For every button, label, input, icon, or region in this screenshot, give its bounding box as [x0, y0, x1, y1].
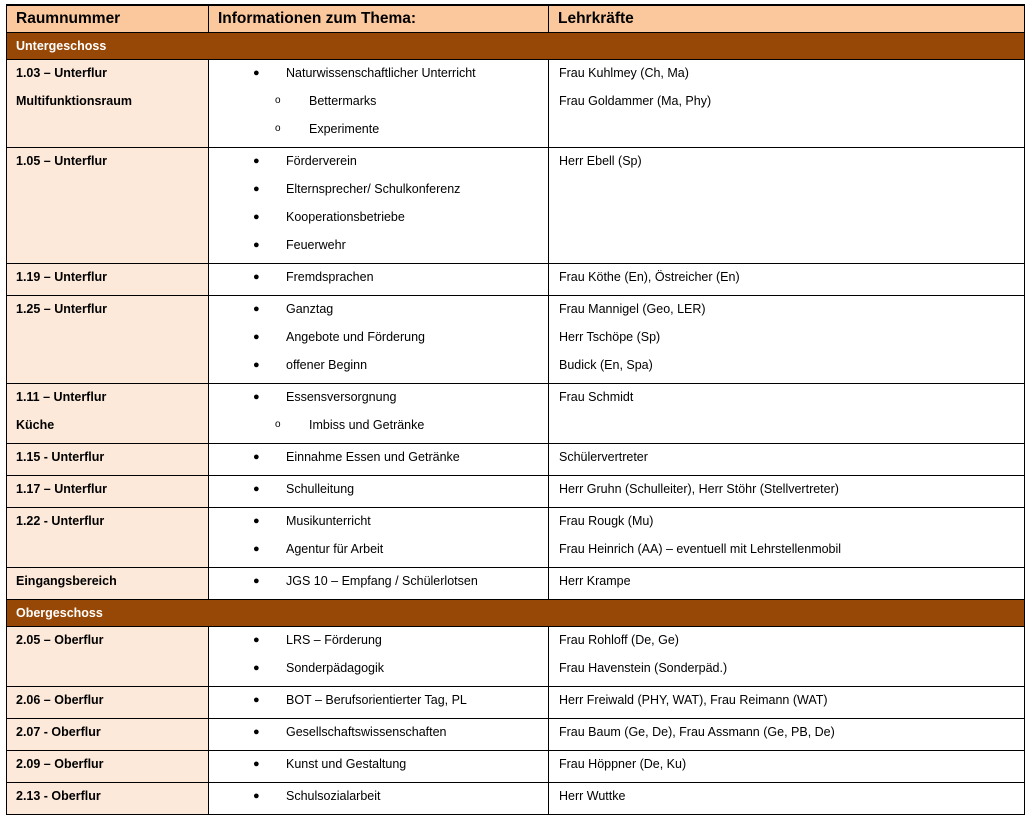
room-label: 1.11 – Unterflur [16, 390, 107, 404]
room-cell [7, 296, 209, 384]
bullet-icon: ● [253, 662, 260, 674]
room-cell [7, 384, 209, 444]
table-row [7, 60, 1025, 148]
topic-item [209, 571, 548, 599]
topic-text: Musikunterricht [286, 514, 371, 528]
topic-text: Kooperationsbetriebe [286, 210, 405, 224]
bullet-icon: ● [253, 758, 260, 770]
topic-item [209, 179, 548, 207]
teachers-cell [549, 751, 1025, 783]
header-informationen: Informationen zum Thema: [209, 5, 549, 33]
room-cell [7, 783, 209, 815]
topic-text: Schulsozialarbeit [286, 789, 381, 803]
bullet-icon: ● [253, 303, 260, 315]
info-table [6, 4, 1025, 815]
bullet-icon: ● [253, 211, 260, 223]
teachers-cell [549, 264, 1025, 296]
table-row [7, 384, 1025, 444]
room-label: 2.13 - Oberflur [16, 789, 101, 803]
topic-item [209, 151, 548, 179]
topic-text: Feuerwehr [286, 238, 346, 252]
topic-text: Förderverein [286, 154, 357, 168]
teachers-cell [549, 384, 1025, 444]
topic-item [209, 235, 548, 263]
bullet-icon: ● [253, 451, 260, 463]
topics-cell [209, 264, 549, 296]
table-row [7, 508, 1025, 568]
table-row [7, 751, 1025, 783]
teacher-entry: Herr Gruhn (Schulleiter), Herr Stöhr (Stellvertreter) [559, 482, 839, 496]
teacher-entry: Frau Schmidt [559, 390, 634, 404]
teacher-entry: Frau Rohloff (De, Ge) [559, 633, 679, 647]
header-row [7, 5, 1025, 33]
topics-cell [209, 296, 549, 384]
topic-text: Sonderpädagogik [286, 661, 384, 675]
bullet-icon: ● [253, 694, 260, 706]
bullet-icon: ● [253, 183, 260, 195]
teachers-cell [549, 719, 1025, 751]
teacher-entry: Frau Köthe (En), Östreicher (En) [559, 270, 740, 284]
teacher-entry: Herr Tschöpe (Sp) [559, 330, 661, 344]
topic-item [209, 630, 548, 658]
topic-item [209, 479, 548, 507]
topic-item [209, 658, 548, 686]
topics-cell [209, 508, 549, 568]
teacher-entry: Budick (En, Spa) [559, 358, 653, 372]
room-cell [7, 148, 209, 264]
section-row-untergeschoss [7, 33, 1025, 60]
subtopic-text: Bettermarks [309, 94, 377, 108]
header-raumnummer: Raumnummer [7, 5, 209, 33]
table-row [7, 264, 1025, 296]
topic-text: BOT – Berufsorientierter Tag, PL [286, 693, 467, 707]
table-row [7, 568, 1025, 600]
topics-cell [209, 568, 549, 600]
teacher-entry: Frau Baum (Ge, De), Frau Assmann (Ge, PB, De) [559, 725, 835, 739]
topic-text: LRS – Förderung [286, 633, 382, 647]
teachers-cell [549, 687, 1025, 719]
teacher-entry: Frau Höppner (De, Ku) [559, 757, 687, 771]
table-row [7, 627, 1025, 687]
bullet-icon: ● [253, 359, 260, 371]
teacher-entry: Frau Mannigel (Geo, LER) [559, 302, 706, 316]
bullet-icon: ● [253, 726, 260, 738]
bullet-icon: ● [253, 483, 260, 495]
teacher-entry: Schülervertreter [559, 450, 648, 464]
room-cell [7, 444, 209, 476]
topic-item [209, 327, 548, 355]
topic-item [209, 786, 548, 814]
room-label: 1.05 – Unterflur [16, 154, 108, 168]
section-row-obergeschoss [7, 600, 1025, 627]
room-cell [7, 627, 209, 687]
topic-text: Naturwissenschaftlicher Unterricht [286, 66, 476, 80]
topics-cell [209, 687, 549, 719]
subtopic-item [209, 91, 548, 119]
topics-cell [209, 444, 549, 476]
room-label: 1.25 – Unterflur [16, 302, 108, 316]
topic-text: Elternsprecher/ Schulkonferenz [286, 182, 461, 196]
room-label: Küche [16, 418, 55, 432]
room-label: 2.05 – Oberflur [16, 633, 104, 647]
teacher-entry: Herr Wuttke [559, 789, 626, 803]
topics-cell [209, 719, 549, 751]
topic-text: offener Beginn [286, 358, 368, 372]
bullet-icon: ● [253, 239, 260, 251]
bullet-icon: ● [253, 67, 260, 79]
room-label: 1.19 – Unterflur [16, 270, 108, 284]
room-label: 2.07 - Oberflur [16, 725, 101, 739]
teachers-cell [549, 783, 1025, 815]
bullet-icon: ● [253, 155, 260, 167]
table-row [7, 783, 1025, 815]
topic-item [209, 754, 548, 782]
header-lehrkraefte: Lehrkräfte [549, 5, 1025, 33]
teachers-cell [549, 444, 1025, 476]
room-cell [7, 476, 209, 508]
topic-item [209, 690, 548, 718]
topic-item [209, 447, 548, 475]
subtopic-item [209, 415, 548, 443]
section-title: Untergeschoss [7, 33, 1025, 60]
teacher-entry: Frau Kuhlmey (Ch, Ma) [559, 66, 689, 80]
topic-item [209, 355, 548, 383]
room-cell [7, 719, 209, 751]
topics-cell [209, 783, 549, 815]
room-label: 1.03 – Unterflur [16, 66, 108, 80]
topic-text: Gesellschaftswissenschaften [286, 725, 447, 739]
teachers-cell [549, 568, 1025, 600]
topic-item [209, 267, 548, 295]
room-label: Eingangsbereich [16, 574, 117, 588]
topic-text: Essensversorgnung [286, 390, 397, 404]
room-label: 1.17 – Unterflur [16, 482, 108, 496]
teacher-entry: Frau Havenstein (Sonderpäd.) [559, 661, 728, 675]
topics-cell [209, 627, 549, 687]
circle-bullet-icon: o [275, 95, 281, 106]
bullet-icon: ● [253, 634, 260, 646]
room-cell [7, 264, 209, 296]
teacher-entry: Frau Goldammer (Ma, Phy) [559, 94, 712, 108]
teachers-cell [549, 296, 1025, 384]
topic-item [209, 722, 548, 750]
section-title: Obergeschoss [7, 600, 1025, 627]
topic-item [209, 511, 548, 539]
topic-item [209, 539, 548, 567]
room-cell [7, 60, 209, 148]
topic-text: Kunst und Gestaltung [286, 757, 407, 771]
topic-text: Schulleitung [286, 482, 355, 496]
topics-cell [209, 384, 549, 444]
teacher-entry: Frau Rougk (Mu) [559, 514, 654, 528]
bullet-icon: ● [253, 790, 260, 802]
subtopic-text: Experimente [309, 122, 380, 136]
topics-cell [209, 148, 549, 264]
bullet-icon: ● [253, 271, 260, 283]
room-label: 2.06 – Oberflur [16, 693, 104, 707]
topic-text: Angebote und Förderung [286, 330, 425, 344]
subtopic-item [209, 119, 548, 147]
topic-item [209, 299, 548, 327]
circle-bullet-icon: o [275, 419, 281, 430]
teachers-cell [549, 60, 1025, 148]
topics-cell [209, 751, 549, 783]
room-label: 2.09 – Oberflur [16, 757, 104, 771]
topic-item [209, 207, 548, 235]
bullet-icon: ● [253, 391, 260, 403]
teacher-entry: Herr Krampe [559, 574, 631, 588]
teacher-entry: Herr Freiwald (PHY, WAT), Frau Reimann (WAT) [559, 693, 828, 707]
bullet-icon: ● [253, 543, 260, 555]
room-cell [7, 568, 209, 600]
topic-text: Agentur für Arbeit [286, 542, 384, 556]
room-cell [7, 751, 209, 783]
table-row [7, 719, 1025, 751]
table-row [7, 444, 1025, 476]
topics-cell [209, 476, 549, 508]
topic-text: Fremdsprachen [286, 270, 374, 284]
table-row [7, 476, 1025, 508]
room-label: 1.15 - Unterflur [16, 450, 105, 464]
topic-item [209, 387, 548, 415]
teacher-entry: Frau Heinrich (AA) – eventuell mit Lehrstellenmobil [559, 542, 842, 556]
room-label: Multifunktionsraum [16, 94, 132, 108]
table-row [7, 148, 1025, 264]
room-cell [7, 508, 209, 568]
subtopic-text: Imbiss und Getränke [309, 418, 425, 432]
room-label: 1.22 - Unterflur [16, 514, 105, 528]
teachers-cell [549, 476, 1025, 508]
topics-cell [209, 60, 549, 148]
circle-bullet-icon: o [275, 123, 281, 134]
topic-text: Ganztag [286, 302, 334, 316]
topic-text: JGS 10 – Empfang / Schülerlotsen [286, 574, 478, 588]
table-row [7, 296, 1025, 384]
teacher-entry: Herr Ebell (Sp) [559, 154, 642, 168]
topic-item [209, 63, 548, 91]
bullet-icon: ● [253, 575, 260, 587]
room-cell [7, 687, 209, 719]
bullet-icon: ● [253, 331, 260, 343]
table-row [7, 687, 1025, 719]
bullet-icon: ● [253, 515, 260, 527]
topic-text: Einnahme Essen und Getränke [286, 450, 460, 464]
teachers-cell [549, 627, 1025, 687]
teachers-cell [549, 148, 1025, 264]
teachers-cell [549, 508, 1025, 568]
